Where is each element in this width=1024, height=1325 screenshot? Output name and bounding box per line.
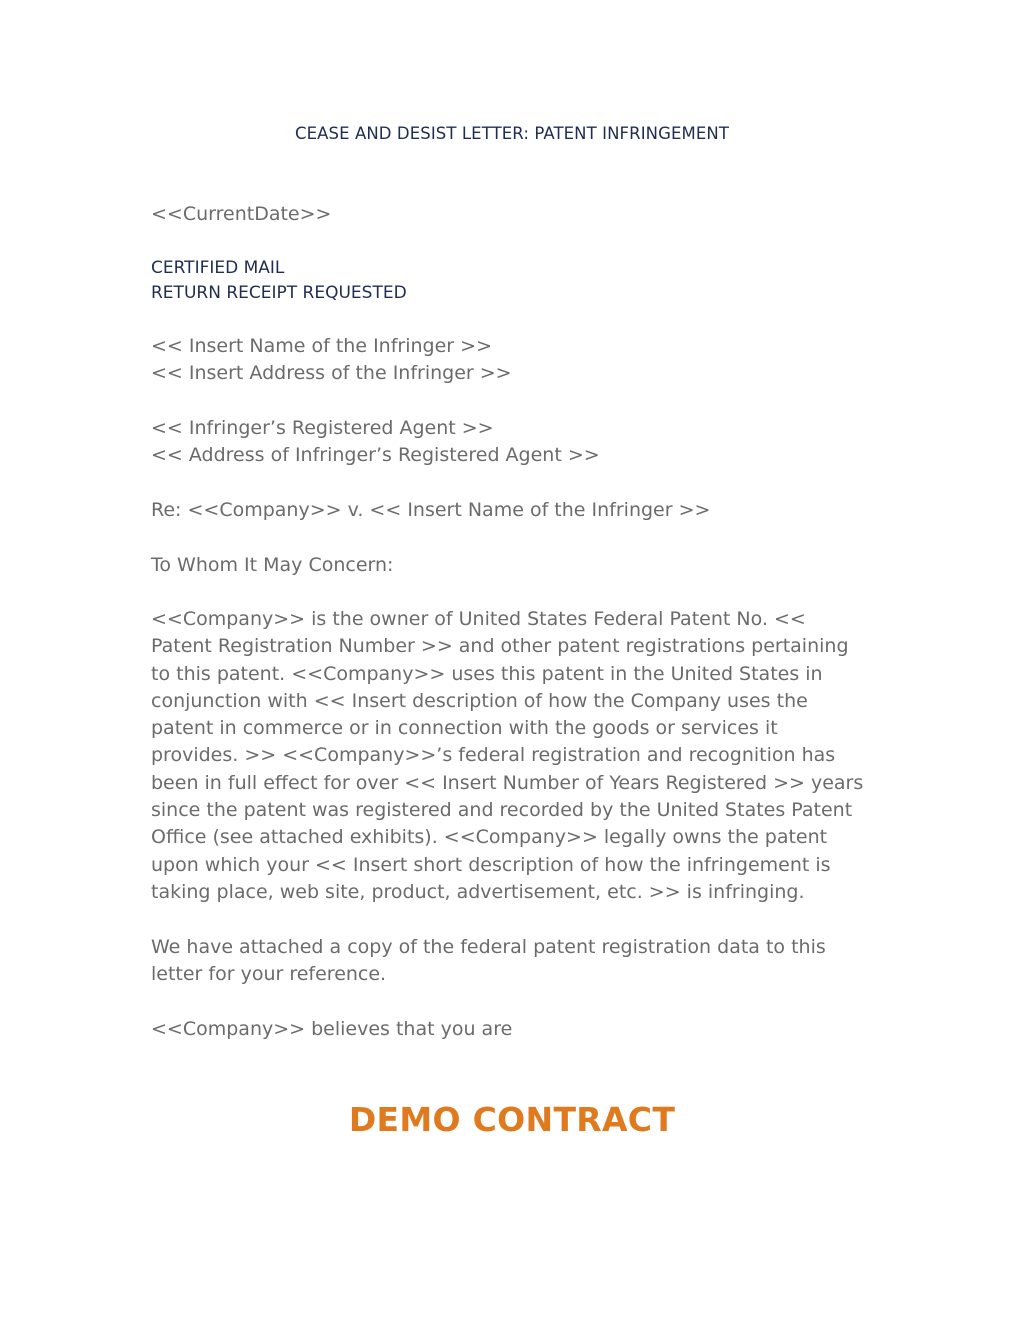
document-title: CEASE AND DESIST LETTER: PATENT INFRINGEMENT [294, 124, 730, 143]
demo-contract-watermark: DEMO CONTRACT [348, 1100, 676, 1139]
paragraph-attachment: We have attached a copy of the federal patent registration data to this letter for your reference. [151, 936, 826, 986]
re-line: Re: <<Company>> v. << Insert Name of the Infringer >> [151, 499, 711, 521]
current-date: <<CurrentDate>> [151, 203, 332, 225]
registered-agent-address: << Address of Infringer’s Registered Agent >> [151, 444, 600, 467]
paragraph-ownership: <<Company>> is the owner of United States Federal Patent No. << Patent Registration Number >> and other patent registrations pertaining to this patent. <<Company>> uses this patent in the United States in conjunction with << Insert description of how the Company uses the patent in commerce or in connection with the goods or services it provides. >> <<Company>>’s federal registration and recognition has been in full effect for over << Insert Number of Years Registered >> years since the patent was registered and recorded by the United States Patent Office (see attached exhibits). <<Company>> legally owns the patent upon which your << Insert short description of how the infringement is taking place, web site, product, advertisement, etc. >> is infringing. [151, 608, 864, 903]
registered-agent-name: << Infringer’s Registered Agent >> [151, 417, 494, 439]
registered-agent-block [151, 415, 871, 470]
infringer-address: << Insert Address of the Infringer >> [151, 362, 512, 385]
return-receipt-label: RETURN RECEIPT REQUESTED [151, 283, 407, 303]
paragraph-belief: <<Company>> believes that you are [151, 1018, 513, 1040]
mail-notice [151, 256, 871, 306]
infringer-name: << Insert Name of the Infringer >> [151, 335, 492, 357]
infringer-address-block [151, 333, 871, 388]
certified-mail-label: CERTIFIED MAIL [151, 258, 285, 278]
salutation: To Whom It May Concern: [151, 554, 394, 576]
